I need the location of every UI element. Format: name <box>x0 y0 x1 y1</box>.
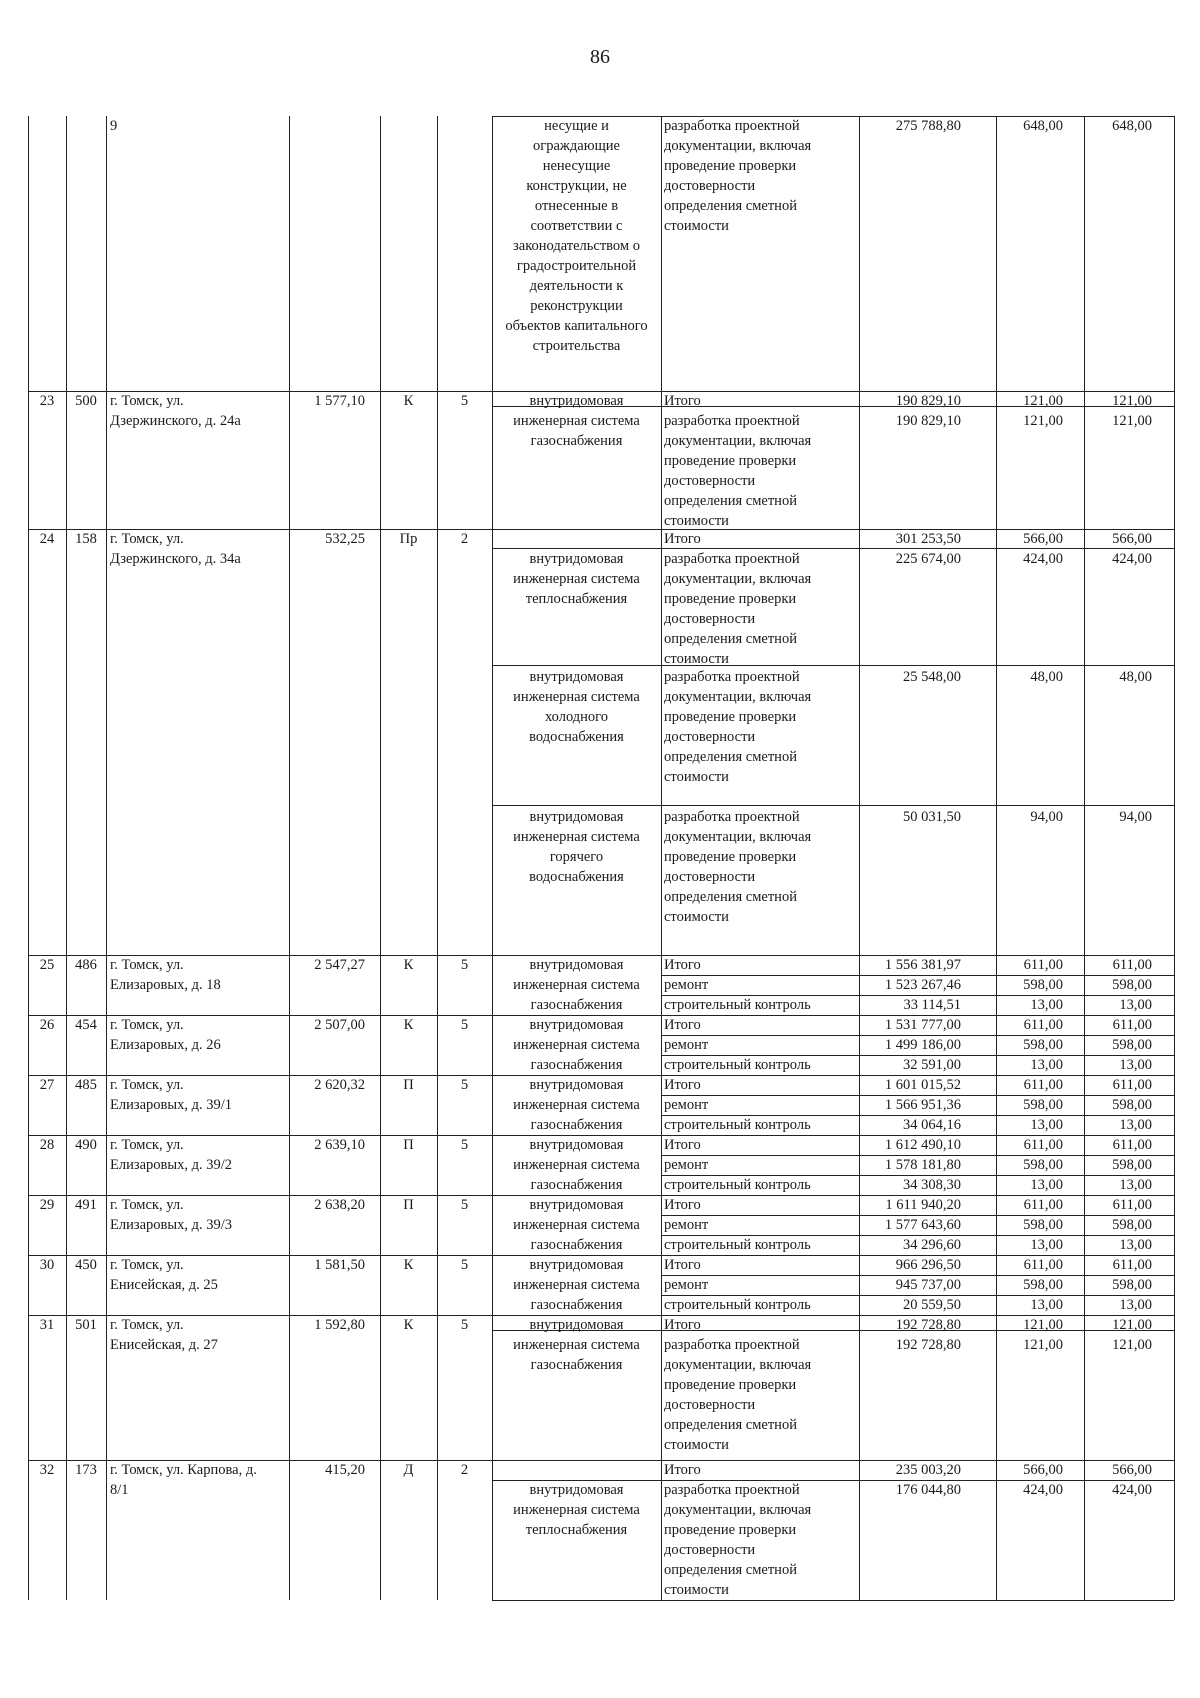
wall-material: К <box>403 1257 414 1273</box>
house-id: 454 <box>75 1017 97 1033</box>
max-unit-cost: 13,00 <box>1119 1177 1152 1193</box>
area: 2 620,32 <box>314 1077 365 1093</box>
grid-line <box>289 116 290 1600</box>
cost: 192 728,80 <box>895 1337 961 1353</box>
work-type: разработка проектной документации, включая проведение проверки достоверности определения сметной стоимости <box>664 413 812 529</box>
work-type: разработка проектной документации, включая проведение проверки достоверности определения сметной стоимости <box>664 551 812 667</box>
address: г. Томск, ул. Енисейская, д. 25 <box>110 1257 218 1293</box>
address: г. Томск, ул. Енисейская, д. 27 <box>110 1317 218 1353</box>
grid-line <box>492 1600 1174 1601</box>
unit-cost: 611,00 <box>1023 1137 1063 1153</box>
wall-material: Д <box>403 1462 414 1478</box>
floors: 5 <box>460 1317 469 1333</box>
unit-cost: 13,00 <box>1030 1237 1063 1253</box>
cost: 1 612 490,10 <box>884 1137 961 1153</box>
grid-line <box>1084 116 1085 1600</box>
wall-material: К <box>403 957 414 973</box>
cost: 1 531 777,00 <box>884 1017 961 1033</box>
work-type: строительный контроль <box>664 1117 811 1133</box>
system-element: несущие и ограждающие ненесущие конструкции, не отнесенные в соответствии с законодательством о градостроительной деятельности к реконструкции объектов капитального строительства <box>505 118 648 354</box>
unit-cost: 13,00 <box>1030 1057 1063 1073</box>
area: 532,25 <box>325 531 365 547</box>
unit-cost: 121,00 <box>1023 393 1063 409</box>
work-type: Итого <box>664 1257 701 1273</box>
unit-cost: 611,00 <box>1023 1197 1063 1213</box>
wall-material: П <box>403 1077 414 1093</box>
work-type: Итого <box>664 531 701 547</box>
cost: 50 031,50 <box>903 809 961 825</box>
grid-line <box>1174 116 1175 1600</box>
system-element: внутридомовая инженерная система холодного водоснабжения <box>513 669 640 745</box>
cost: 1 566 951,36 <box>884 1097 961 1113</box>
cost: 1 611 940,20 <box>885 1197 961 1213</box>
work-type: ремонт <box>664 1277 709 1293</box>
row-number: 30 <box>39 1257 55 1273</box>
cost: 1 578 181,80 <box>884 1157 961 1173</box>
floors: 5 <box>460 957 469 973</box>
max-unit-cost: 611,00 <box>1112 1077 1152 1093</box>
row-number: 32 <box>39 1462 55 1478</box>
work-type: строительный контроль <box>664 1237 811 1253</box>
work-type: строительный контроль <box>664 1057 811 1073</box>
unit-cost: 13,00 <box>1030 1177 1063 1193</box>
unit-cost: 611,00 <box>1023 1077 1063 1093</box>
cost: 33 114,51 <box>903 997 961 1013</box>
floors: 5 <box>460 1017 469 1033</box>
cost: 25 548,00 <box>903 669 961 685</box>
work-type: Итого <box>664 1462 701 1478</box>
work-type: Итого <box>664 1017 701 1033</box>
area: 2 547,27 <box>314 957 365 973</box>
cost: 301 253,50 <box>895 531 961 547</box>
cost: 1 577 643,60 <box>884 1217 961 1233</box>
floors: 5 <box>460 1197 469 1213</box>
house-id: 173 <box>75 1462 97 1478</box>
system-element: внутридомовая инженерная система теплоснабжения <box>513 1482 640 1538</box>
grid-line <box>492 805 1174 806</box>
max-unit-cost: 566,00 <box>1112 1462 1152 1478</box>
work-type: ремонт <box>664 1037 709 1053</box>
unit-cost: 48,00 <box>1030 669 1063 685</box>
area: 415,20 <box>325 1462 365 1478</box>
work-type: разработка проектной документации, включая проведение проверки достоверности определения сметной стоимости <box>664 118 812 234</box>
work-type: Итого <box>664 957 701 973</box>
system-element: внутридомовая инженерная система газоснабжения <box>513 1017 640 1073</box>
work-type: ремонт <box>664 1097 709 1113</box>
floors: 2 <box>460 531 469 547</box>
wall-material: Пр <box>399 531 418 547</box>
row-number: 27 <box>39 1077 55 1093</box>
cost: 34 296,60 <box>903 1237 961 1253</box>
work-type: разработка проектной документации, включая проведение проверки достоверности определения сметной стоимости <box>664 1337 812 1453</box>
area: 2 507,00 <box>314 1017 365 1033</box>
unit-cost: 598,00 <box>1023 1217 1063 1233</box>
unit-cost: 121,00 <box>1023 413 1063 429</box>
wall-material: П <box>403 1197 414 1213</box>
work-type: разработка проектной документации, включая проведение проверки достоверности определения сметной стоимости <box>664 1482 812 1598</box>
house-id: 158 <box>75 531 97 547</box>
max-unit-cost: 598,00 <box>1112 1037 1152 1053</box>
unit-cost: 121,00 <box>1023 1317 1063 1333</box>
max-unit-cost: 598,00 <box>1112 1217 1152 1233</box>
system-element: внутридомовая инженерная система газоснабжения <box>513 1137 640 1193</box>
work-type: Итого <box>664 1137 701 1153</box>
grid-line <box>106 116 107 1600</box>
page-number: 86 <box>590 46 610 68</box>
unit-cost: 566,00 <box>1023 1462 1063 1478</box>
cost: 1 499 186,00 <box>884 1037 961 1053</box>
address: г. Томск, ул. Дзержинского, д. 24а <box>110 393 241 429</box>
max-unit-cost: 13,00 <box>1119 1057 1152 1073</box>
system-element: внутридомовая инженерная система горячего водоснабжения <box>513 809 640 885</box>
cost: 32 591,00 <box>903 1057 961 1073</box>
area: 2 638,20 <box>314 1197 365 1213</box>
work-type: ремонт <box>664 977 709 993</box>
system-element: внутридомовая инженерная система теплоснабжения <box>513 551 640 607</box>
unit-cost: 648,00 <box>1023 118 1063 134</box>
system-element: внутридомовая инженерная система газоснабжения <box>513 1077 640 1133</box>
max-unit-cost: 648,00 <box>1112 118 1152 134</box>
floors: 2 <box>460 1462 469 1478</box>
max-unit-cost: 13,00 <box>1119 1117 1152 1133</box>
unit-cost: 424,00 <box>1023 1482 1063 1498</box>
unit-cost: 598,00 <box>1023 1097 1063 1113</box>
system-element: внутридомовая инженерная система газоснабжения <box>513 957 640 1013</box>
max-unit-cost: 611,00 <box>1112 957 1152 973</box>
address: г. Томск, ул. Елизаровых, д. 18 <box>110 957 221 993</box>
cost: 20 559,50 <box>903 1297 961 1313</box>
work-type: Итого <box>664 393 701 409</box>
max-unit-cost: 121,00 <box>1112 413 1152 429</box>
row-number: 24 <box>39 531 55 547</box>
max-unit-cost: 611,00 <box>1112 1017 1152 1033</box>
work-type: строительный контроль <box>664 1297 811 1313</box>
unit-cost: 424,00 <box>1023 551 1063 567</box>
max-unit-cost: 598,00 <box>1112 977 1152 993</box>
house-id: 491 <box>75 1197 97 1213</box>
cost: 34 064,16 <box>903 1117 961 1133</box>
unit-cost: 121,00 <box>1023 1337 1063 1353</box>
grid-line <box>66 116 67 1600</box>
system-element: внутридомовая инженерная система газоснабжения <box>513 393 640 449</box>
unit-cost: 598,00 <box>1023 1277 1063 1293</box>
area: 1 581,50 <box>314 1257 365 1273</box>
house-id: 490 <box>75 1137 97 1153</box>
unit-cost: 598,00 <box>1023 1157 1063 1173</box>
cost: 1 523 267,46 <box>884 977 961 993</box>
system-element: внутридомовая инженерная система газоснабжения <box>513 1197 640 1253</box>
max-unit-cost: 611,00 <box>1112 1197 1152 1213</box>
max-unit-cost: 48,00 <box>1119 669 1152 685</box>
work-type: строительный контроль <box>664 997 811 1013</box>
address: г. Томск, ул. Карпова, д. 8/1 <box>110 1462 257 1498</box>
unit-cost: 566,00 <box>1023 531 1063 547</box>
system-element: внутридомовая инженерная система газоснабжения <box>513 1317 640 1373</box>
max-unit-cost: 598,00 <box>1112 1277 1152 1293</box>
floors: 5 <box>460 1077 469 1093</box>
system-element: внутридомовая инженерная система газоснабжения <box>513 1257 640 1313</box>
work-type: ремонт <box>664 1157 709 1173</box>
cost: 966 296,50 <box>895 1257 961 1273</box>
max-unit-cost: 598,00 <box>1112 1157 1152 1173</box>
cost: 1 556 381,97 <box>884 957 961 973</box>
cost: 945 737,00 <box>895 1277 961 1293</box>
grid-line <box>28 116 29 1600</box>
max-unit-cost: 13,00 <box>1119 1237 1152 1253</box>
row-number: 28 <box>39 1137 55 1153</box>
grid-line <box>380 116 381 1600</box>
max-unit-cost: 121,00 <box>1112 1337 1152 1353</box>
unit-cost: 611,00 <box>1023 957 1063 973</box>
unit-cost: 13,00 <box>1030 1117 1063 1133</box>
house-id: 500 <box>75 393 97 409</box>
address: г. Томск, ул. Дзержинского, д. 34а <box>110 531 241 567</box>
work-type: Итого <box>664 1197 701 1213</box>
house-id: 501 <box>75 1317 97 1333</box>
cost: 235 003,20 <box>895 1462 961 1478</box>
unit-cost: 13,00 <box>1030 1297 1063 1313</box>
wall-material: К <box>403 393 414 409</box>
cost: 34 308,30 <box>903 1177 961 1193</box>
wall-material: К <box>403 1017 414 1033</box>
area: 1 577,10 <box>314 393 365 409</box>
max-unit-cost: 598,00 <box>1112 1097 1152 1113</box>
cost: 192 728,80 <box>895 1317 961 1333</box>
unit-cost: 13,00 <box>1030 997 1063 1013</box>
house-id: 450 <box>75 1257 97 1273</box>
area: 1 592,80 <box>314 1317 365 1333</box>
grid-line <box>996 116 997 1600</box>
cost: 225 674,00 <box>895 551 961 567</box>
floors: 5 <box>460 1257 469 1273</box>
row-number: 29 <box>39 1197 55 1213</box>
cost: 190 829,10 <box>895 413 961 429</box>
row-number: 26 <box>39 1017 55 1033</box>
house-id: 486 <box>75 957 97 973</box>
max-unit-cost: 121,00 <box>1112 1317 1152 1333</box>
unit-cost: 598,00 <box>1023 1037 1063 1053</box>
cost: 275 788,80 <box>895 118 961 134</box>
unit-cost: 611,00 <box>1023 1257 1063 1273</box>
address: г. Томск, ул. Елизаровых, д. 39/3 <box>110 1197 233 1233</box>
address: 9 <box>110 118 118 134</box>
address: г. Томск, ул. Елизаровых, д. 39/1 <box>110 1077 233 1113</box>
work-type: разработка проектной документации, включая проведение проверки достоверности определения сметной стоимости <box>664 669 812 785</box>
row-number: 25 <box>39 957 55 973</box>
house-id: 485 <box>75 1077 97 1093</box>
cost: 1 601 015,52 <box>884 1077 961 1093</box>
area: 2 639,10 <box>314 1137 365 1153</box>
max-unit-cost: 424,00 <box>1112 1482 1152 1498</box>
max-unit-cost: 94,00 <box>1119 809 1152 825</box>
address: г. Томск, ул. Елизаровых, д. 39/2 <box>110 1137 233 1173</box>
row-number: 23 <box>39 393 55 409</box>
address: г. Томск, ул. Елизаровых, д. 26 <box>110 1017 221 1053</box>
max-unit-cost: 13,00 <box>1119 1297 1152 1313</box>
wall-material: П <box>403 1137 414 1153</box>
floors: 5 <box>460 393 469 409</box>
unit-cost: 611,00 <box>1023 1017 1063 1033</box>
grid-line <box>437 116 438 1600</box>
unit-cost: 598,00 <box>1023 977 1063 993</box>
cost: 176 044,80 <box>895 1482 961 1498</box>
grid-line <box>661 116 662 1600</box>
grid-line <box>859 116 860 1600</box>
cost: 190 829,10 <box>895 393 961 409</box>
max-unit-cost: 611,00 <box>1112 1137 1152 1153</box>
row-number: 31 <box>39 1317 55 1333</box>
work-type: Итого <box>664 1317 701 1333</box>
max-unit-cost: 13,00 <box>1119 997 1152 1013</box>
floors: 5 <box>460 1137 469 1153</box>
wall-material: К <box>403 1317 414 1333</box>
max-unit-cost: 611,00 <box>1112 1257 1152 1273</box>
work-type: Итого <box>664 1077 701 1093</box>
max-unit-cost: 121,00 <box>1112 393 1152 409</box>
max-unit-cost: 424,00 <box>1112 551 1152 567</box>
max-unit-cost: 566,00 <box>1112 531 1152 547</box>
work-type: ремонт <box>664 1217 709 1233</box>
unit-cost: 94,00 <box>1030 809 1063 825</box>
work-type: строительный контроль <box>664 1177 811 1193</box>
work-type: разработка проектной документации, включая проведение проверки достоверности определения сметной стоимости <box>664 809 812 925</box>
